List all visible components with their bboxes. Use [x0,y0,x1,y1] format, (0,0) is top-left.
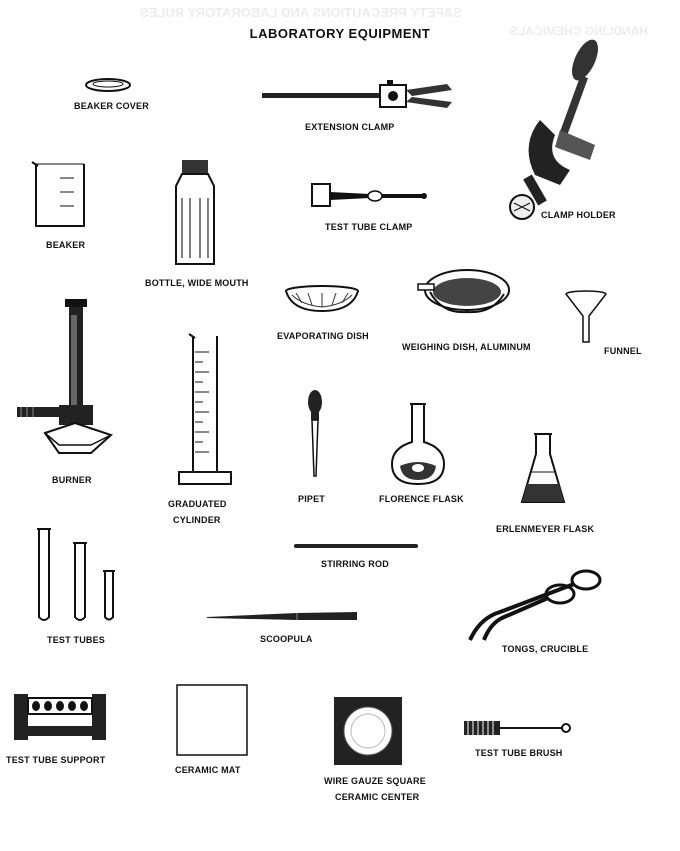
graduated-cylinder-label-line2: CYLINDER [173,515,221,525]
test-tube-clamp-label: TEST TUBE CLAMP [325,222,413,232]
burner-image [15,295,115,465]
scoopula-image [205,608,360,624]
beaker-image [30,158,90,230]
funnel-label: FUNNEL [604,346,642,356]
tongs-crucible-image [460,568,610,643]
extension-clamp-label: EXTENSION CLAMP [305,122,395,132]
clamp-holder-image [500,35,625,220]
bleed-through-heading: SAFETY PRECAUTIONS AND LABORATORY RULES [140,5,462,20]
scoopula-label: SCOOPULA [260,634,313,644]
beaker-cover-label: BEAKER COVER [74,101,149,111]
test-tube-clamp-image [310,180,430,210]
pipet-label: PIPET [298,494,326,504]
evaporating-dish-label: EVAPORATING DISH [277,331,369,341]
clamp-holder-label: CLAMP HOLDER [541,210,616,220]
ceramic-mat-label: CERAMIC MAT [175,765,241,775]
test-tube-support-image [10,684,110,744]
florence-flask-label: FLORENCE FLASK [379,494,464,504]
test-tubes-image [35,525,125,625]
bottle-wide-mouth-label: BOTTLE, WIDE MOUTH [145,278,249,288]
beaker-label: BEAKER [46,240,86,250]
ceramic-mat-image [175,683,250,758]
wire-gauze-label-line1: WIRE GAUZE SQUARE [324,776,426,786]
weighing-dish-label: WEIGHING DISH, ALUMINUM [402,342,531,352]
weighing-dish-image [412,268,512,323]
florence-flask-image [388,402,448,487]
test-tube-brush-image [462,718,572,738]
wire-gauze-label-line2: CERAMIC CENTER [335,792,420,802]
test-tubes-label: TEST TUBES [47,635,106,645]
burner-label: BURNER [52,475,92,485]
tongs-crucible-label: TONGS, CRUCIBLE [502,644,589,654]
erlenmeyer-flask-label: ERLENMEYER FLASK [496,524,595,534]
erlenmeyer-flask-image [518,432,568,507]
evaporating-dish-image [282,285,362,315]
bottle-wide-mouth-image [170,158,220,270]
graduated-cylinder-image [175,332,235,492]
graduated-cylinder-label-line1: GRADUATED [168,499,227,509]
bleed-through-subheading: HANDLING CHEMICALS [510,24,648,38]
stirring-rod-image [292,542,422,550]
test-tube-brush-label: TEST TUBE BRUSH [475,748,563,758]
extension-clamp-image [262,80,462,120]
stirring-rod-label: STIRRING ROD [321,559,389,569]
pipet-image [300,388,330,483]
funnel-image [562,290,612,345]
page-title: LABORATORY EQUIPMENT [249,26,431,41]
beaker-cover-image [80,75,140,95]
test-tube-support-label: TEST TUBE SUPPORT [6,755,106,765]
wire-gauze-image [332,695,404,767]
